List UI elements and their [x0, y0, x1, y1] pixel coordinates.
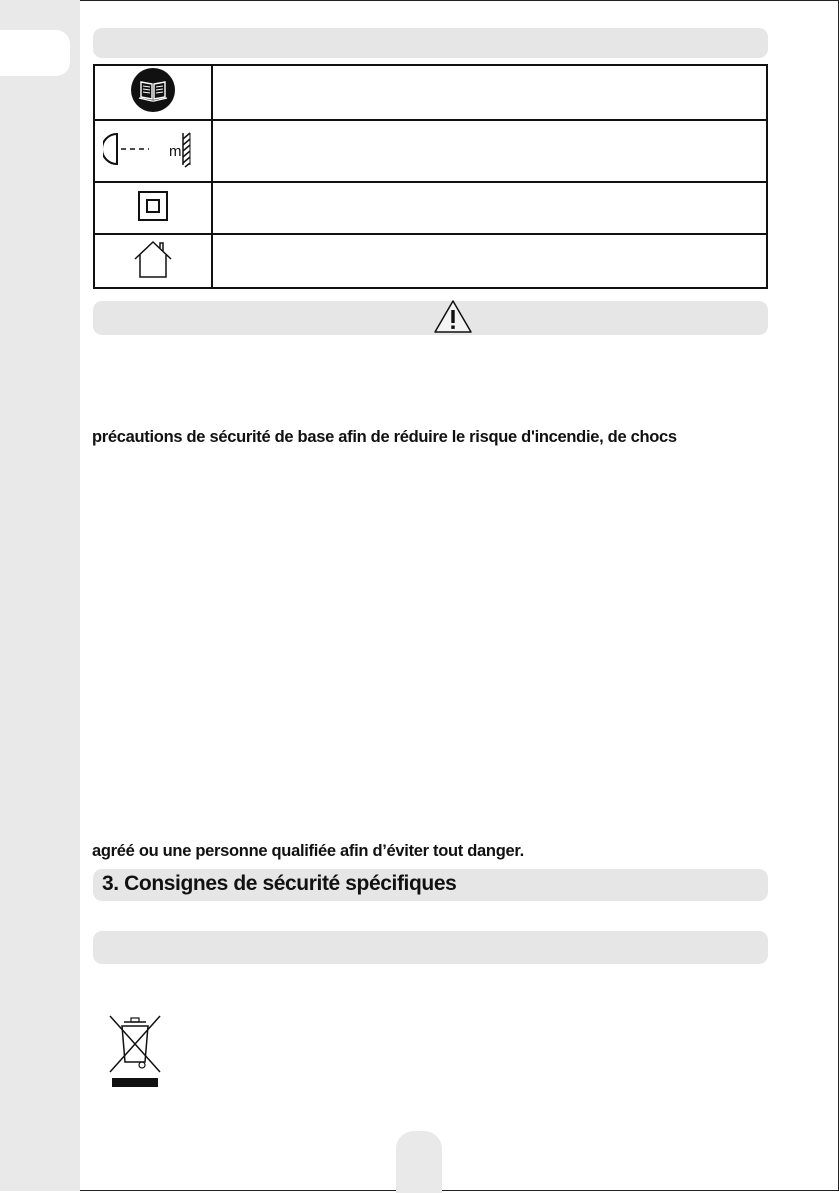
side-tab [0, 30, 70, 76]
icon-cell [94, 120, 212, 182]
body-text-line: agréé ou une personne qualifiée afin d’éviter tout danger. [92, 842, 524, 860]
description-cell [212, 120, 767, 182]
warning-header-bar [93, 301, 768, 335]
table-row [94, 182, 767, 234]
section-header-bar [93, 28, 768, 58]
read-manual-icon [130, 67, 176, 113]
table-row [94, 120, 767, 182]
table-row [94, 234, 767, 288]
description-cell [212, 234, 767, 288]
section-3-title: 3. Consignes de sécurité spécifiques [102, 872, 457, 895]
indoor-use-house-icon [132, 239, 174, 279]
symbols-table [93, 64, 768, 289]
table-row [94, 65, 767, 120]
section-3-header [93, 869, 768, 901]
body-text-line: précautions de sécurité de base afin de réduire le risque d'incendie, de chocs [92, 428, 677, 446]
section-header-bar [93, 931, 768, 964]
page-number-tab [396, 1131, 442, 1193]
distance-unit-label: m [169, 142, 182, 160]
icon-cell [94, 234, 212, 288]
side-margin-strip [0, 0, 80, 1191]
description-cell [212, 65, 767, 120]
icon-cell [94, 182, 212, 234]
crossed-bin-icon [108, 1014, 164, 1092]
description-cell [212, 182, 767, 234]
lamp-distance-icon [103, 129, 203, 169]
icon-cell [94, 65, 212, 120]
warning-triangle-icon [432, 298, 474, 336]
class-ii-insulation-icon [137, 190, 169, 222]
